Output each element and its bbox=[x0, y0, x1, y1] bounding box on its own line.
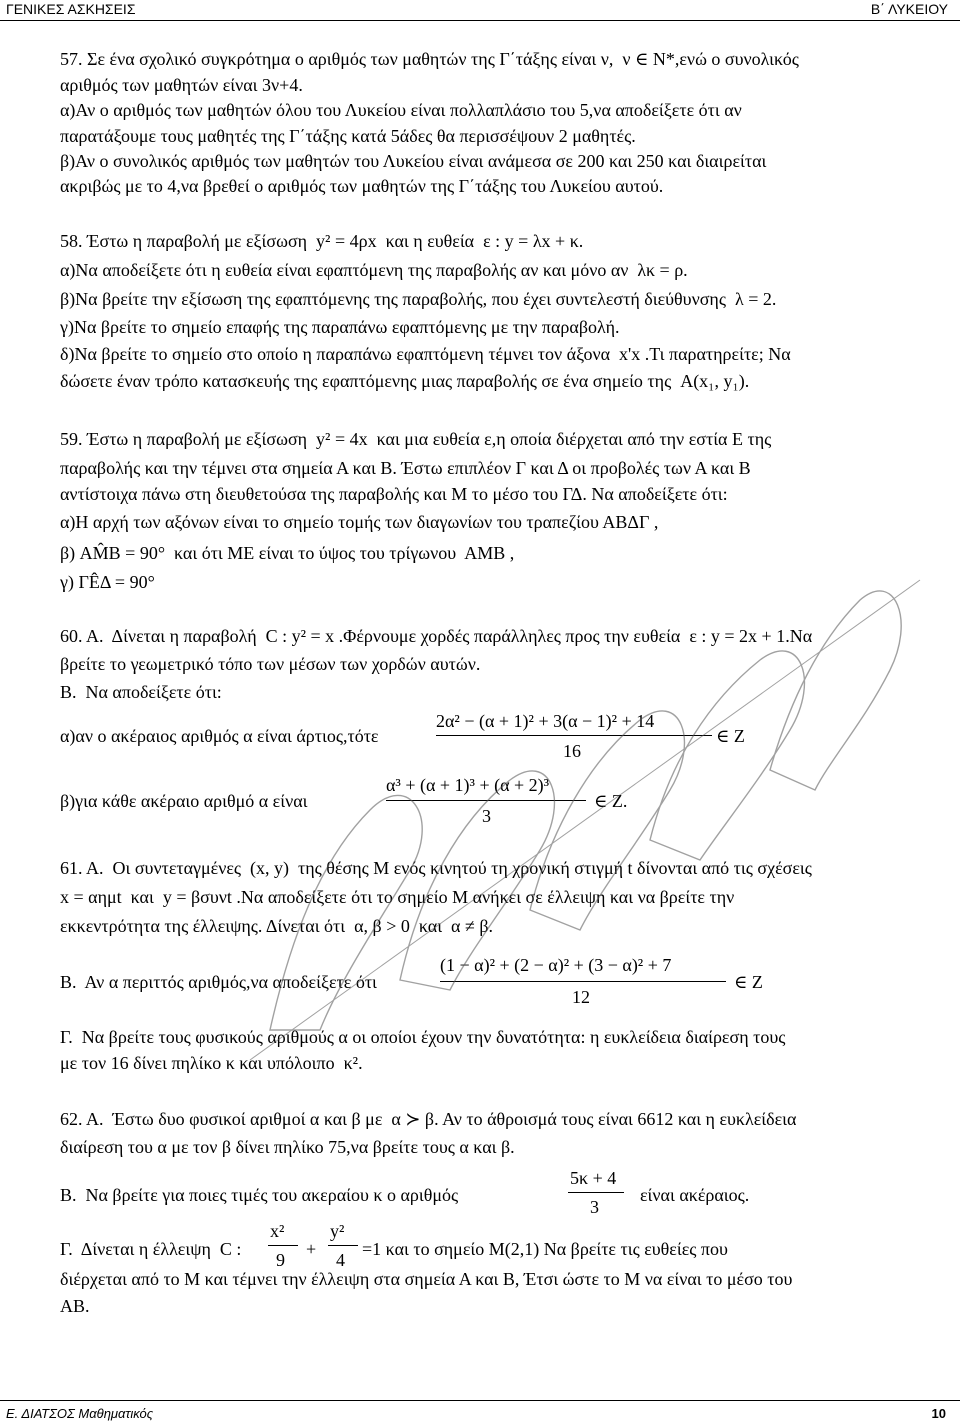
plus-sign: + bbox=[306, 1239, 317, 1259]
fraction-bar bbox=[268, 1245, 298, 1246]
header-title: ΓΕΝΙΚΕΣ ΑΣΚΗΣΕΙΣ bbox=[6, 1, 136, 17]
fraction-bar bbox=[436, 735, 712, 736]
text-line: β)για κάθε ακέραιο αριθμό α είναι bbox=[60, 791, 308, 811]
fraction-bar bbox=[568, 1192, 624, 1193]
text-line: β)Να βρείτε την εξίσωση της εφαπτόμενης της παραβολής, που έχει συντελεστή διεύθυνσης λ = 2. bbox=[60, 289, 777, 309]
text-line: 59. Έστω η παραβολή με εξίσωση y² = 4x και μια ευθεία ε,η οποία διέρχεται από την εστία Ε της bbox=[60, 429, 772, 449]
text-line: Β. Να βρείτε για ποιες τιμές του ακεραίου κ ο αριθμός bbox=[60, 1185, 459, 1205]
page-header bbox=[0, 0, 960, 21]
text-line: 57. Σε ένα σχολικό συγκρότημα ο αριθμός των μαθητών της Γ΄τάξης είναι ν, ν ∈ N*,ενώ ο συνολικός bbox=[60, 49, 799, 69]
fraction-denominator: 3 bbox=[590, 1197, 599, 1217]
text-line: αντίστοιχα πάνω στη διευθετούσα της παραβολής και Μ το μέσο του ΓΔ. Να αποδείξετε ότι: bbox=[60, 484, 728, 504]
text-line: α)αν ο ακέραιος αριθμός α είναι άρτιος,τότε bbox=[60, 726, 379, 746]
membership-symbol: ∈ Z. bbox=[594, 791, 628, 811]
text-line: αριθμός των μαθητών είναι 3ν+4. bbox=[60, 75, 303, 95]
fraction-numerator: (1 − α)² + (2 − α)² + (3 − α)² + 7 bbox=[440, 955, 672, 975]
fraction-denominator: 12 bbox=[572, 987, 590, 1007]
text-line: β)Αν ο συνολικός αριθμός των μαθητών του Λυκείου είναι ανάμεσα σε 200 και 250 και διαιρείται bbox=[60, 151, 767, 171]
fraction-numerator: x² bbox=[270, 1221, 285, 1241]
text-line: Γ. Δίνεται η έλλειψη C : bbox=[60, 1239, 242, 1259]
text-line: εκκεντρότητα της έλλειψης. Δίνεται ότι α, β > 0 και α ≠ β. bbox=[60, 916, 494, 936]
text-segment: είναι ακέραιος. bbox=[640, 1185, 750, 1205]
text-line: δ)Να βρείτε το σημείο στο οποίο η παραπάνω εφαπτόμενη τέμνει τον άξονα x'x .Τι παρατηρείτε; Να bbox=[60, 344, 791, 364]
text-line: x = αημt και y = βσυνt .Να αποδείξετε ότι το σημείο Μ ανήκει σε έλλειψη και να βρείτε την bbox=[60, 887, 735, 907]
text-line: 61. Α. Οι συντεταγμένες (x, y) της θέσης Μ ενός κινητού τη χρονική στιγμή t δίνονται από τις σχέσεις bbox=[60, 858, 812, 878]
text-line: Β. Αν α περιττός αριθμός,να αποδείξετε ότι bbox=[60, 972, 377, 992]
text-line: δώσετε έναν τρόπο κατασκευής της εφαπτόμενης μιας παραβολής σε ένα σημείο της A(x₁, y₁). bbox=[60, 371, 750, 391]
text-line: ΑΒ. bbox=[60, 1296, 90, 1316]
text-line: β) AM̂B = 90° και ότι ΜΕ είναι το ύψος του τρίγωνου ΑΜΒ , bbox=[60, 543, 515, 563]
text-line: 62. Α. Έστω δυο φυσικοί αριθμοί α και β με α ≻ β. Αν το άθροισμά τους είναι 6612 και η ευκλείδεια bbox=[60, 1109, 797, 1129]
text-line: γ)Να βρείτε το σημείο επαφής της παραπάνω εφαπτόμενης με την παραβολή. bbox=[60, 317, 620, 337]
fraction-denominator: 16 bbox=[563, 741, 581, 761]
page-number: 10 bbox=[931, 1406, 946, 1421]
text-line: 58. Έστω η παραβολή με εξίσωση y² = 4ρx και η ευθεία ε : y = λx + κ. bbox=[60, 231, 584, 251]
membership-symbol: ∈ Z bbox=[734, 972, 763, 992]
text-line: Γ. Να βρείτε τους φυσικούς αριθμούς α οι οποίοι έχουν την δυνατότητα: η ευκλείδεια διαίρεση τους bbox=[60, 1027, 786, 1047]
fraction-denominator: 4 bbox=[336, 1250, 345, 1270]
fraction-numerator: α³ + (α + 1)³ + (α + 2)³ bbox=[386, 775, 550, 795]
text-line: ακριβώς με το 4,να βρεθεί ο αριθμός των μαθητών της Γ΄τάξης του Λυκείου αυτού. bbox=[60, 176, 664, 196]
fraction-denominator: 3 bbox=[482, 806, 491, 826]
text-line: α)Η αρχή των αξόνων είναι το σημείο τομής των διαγωνίων του τραπεζίου ΑΒΔΓ , bbox=[60, 512, 659, 532]
fraction-numerator: y² bbox=[330, 1221, 345, 1241]
text-line: παραβολής και την τέμνει στα σημεία Α και Β. Έστω επιπλέον Γ και Δ οι προβολές των Α και Β bbox=[60, 458, 751, 478]
page-footer bbox=[0, 1400, 960, 1425]
fraction-bar bbox=[328, 1245, 358, 1246]
text-line: Β. Να αποδείξετε ότι: bbox=[60, 682, 222, 702]
text-segment: =1 και το σημείο M(2,1) Να βρείτε τις ευθείες που bbox=[362, 1239, 728, 1259]
text-line: παρατάξουμε τους μαθητές της Γ΄τάξης κατά 5άδες θα περισσέψουν 2 μαθητές. bbox=[60, 126, 636, 146]
header-grade: Β΄ ΛΥΚΕΙΟΥ bbox=[870, 1, 948, 17]
footer-author: Ε. ΔΙΑΤΣΟΣ Μαθηματικός bbox=[6, 1406, 154, 1421]
fraction-numerator: 5κ + 4 bbox=[570, 1168, 617, 1188]
text-line: α)Αν ο αριθμός των μαθητών όλου του Λυκείου είναι πολλαπλάσιο του 5,να αποδείξετε ότι αν bbox=[60, 100, 742, 120]
text-line: γ) ΓÊΔ = 90° bbox=[60, 572, 155, 592]
text-line: α)Να αποδείξετε ότι η ευθεία είναι εφαπτόμενη της παραβολής αν και μόνο αν λκ = ρ. bbox=[60, 260, 688, 280]
text-line: 60. Α. Δίνεται η παραβολή C : y² = x .Φέρνουμε χορδές παράλληλες προς την ευθεία ε : y = 2x + 1.Να bbox=[60, 626, 813, 646]
text-line: διαίρεση του α με τον β δίνει πηλίκο 75,να βρείτε τους α και β. bbox=[60, 1137, 515, 1157]
fraction-denominator: 9 bbox=[276, 1250, 285, 1270]
text-line: βρείτε το γεωμετρικό τόπο των μέσων των χορδών αυτών. bbox=[60, 654, 481, 674]
text-line: διέρχεται από το Μ και τέμνει την έλλειψη στα σημεία Α και Β, Έτσι ώστε το Μ να είναι το μέσο του bbox=[60, 1269, 793, 1289]
text-line: με τον 16 δίνει πηλίκο κ και υπόλοιπο κ². bbox=[60, 1053, 363, 1073]
fraction-bar bbox=[440, 981, 726, 982]
fraction-bar bbox=[386, 800, 586, 801]
fraction-numerator: 2α² − (α + 1)² + 3(α − 1)² + 14 bbox=[436, 711, 655, 731]
membership-symbol: ∈ Z bbox=[716, 726, 745, 746]
